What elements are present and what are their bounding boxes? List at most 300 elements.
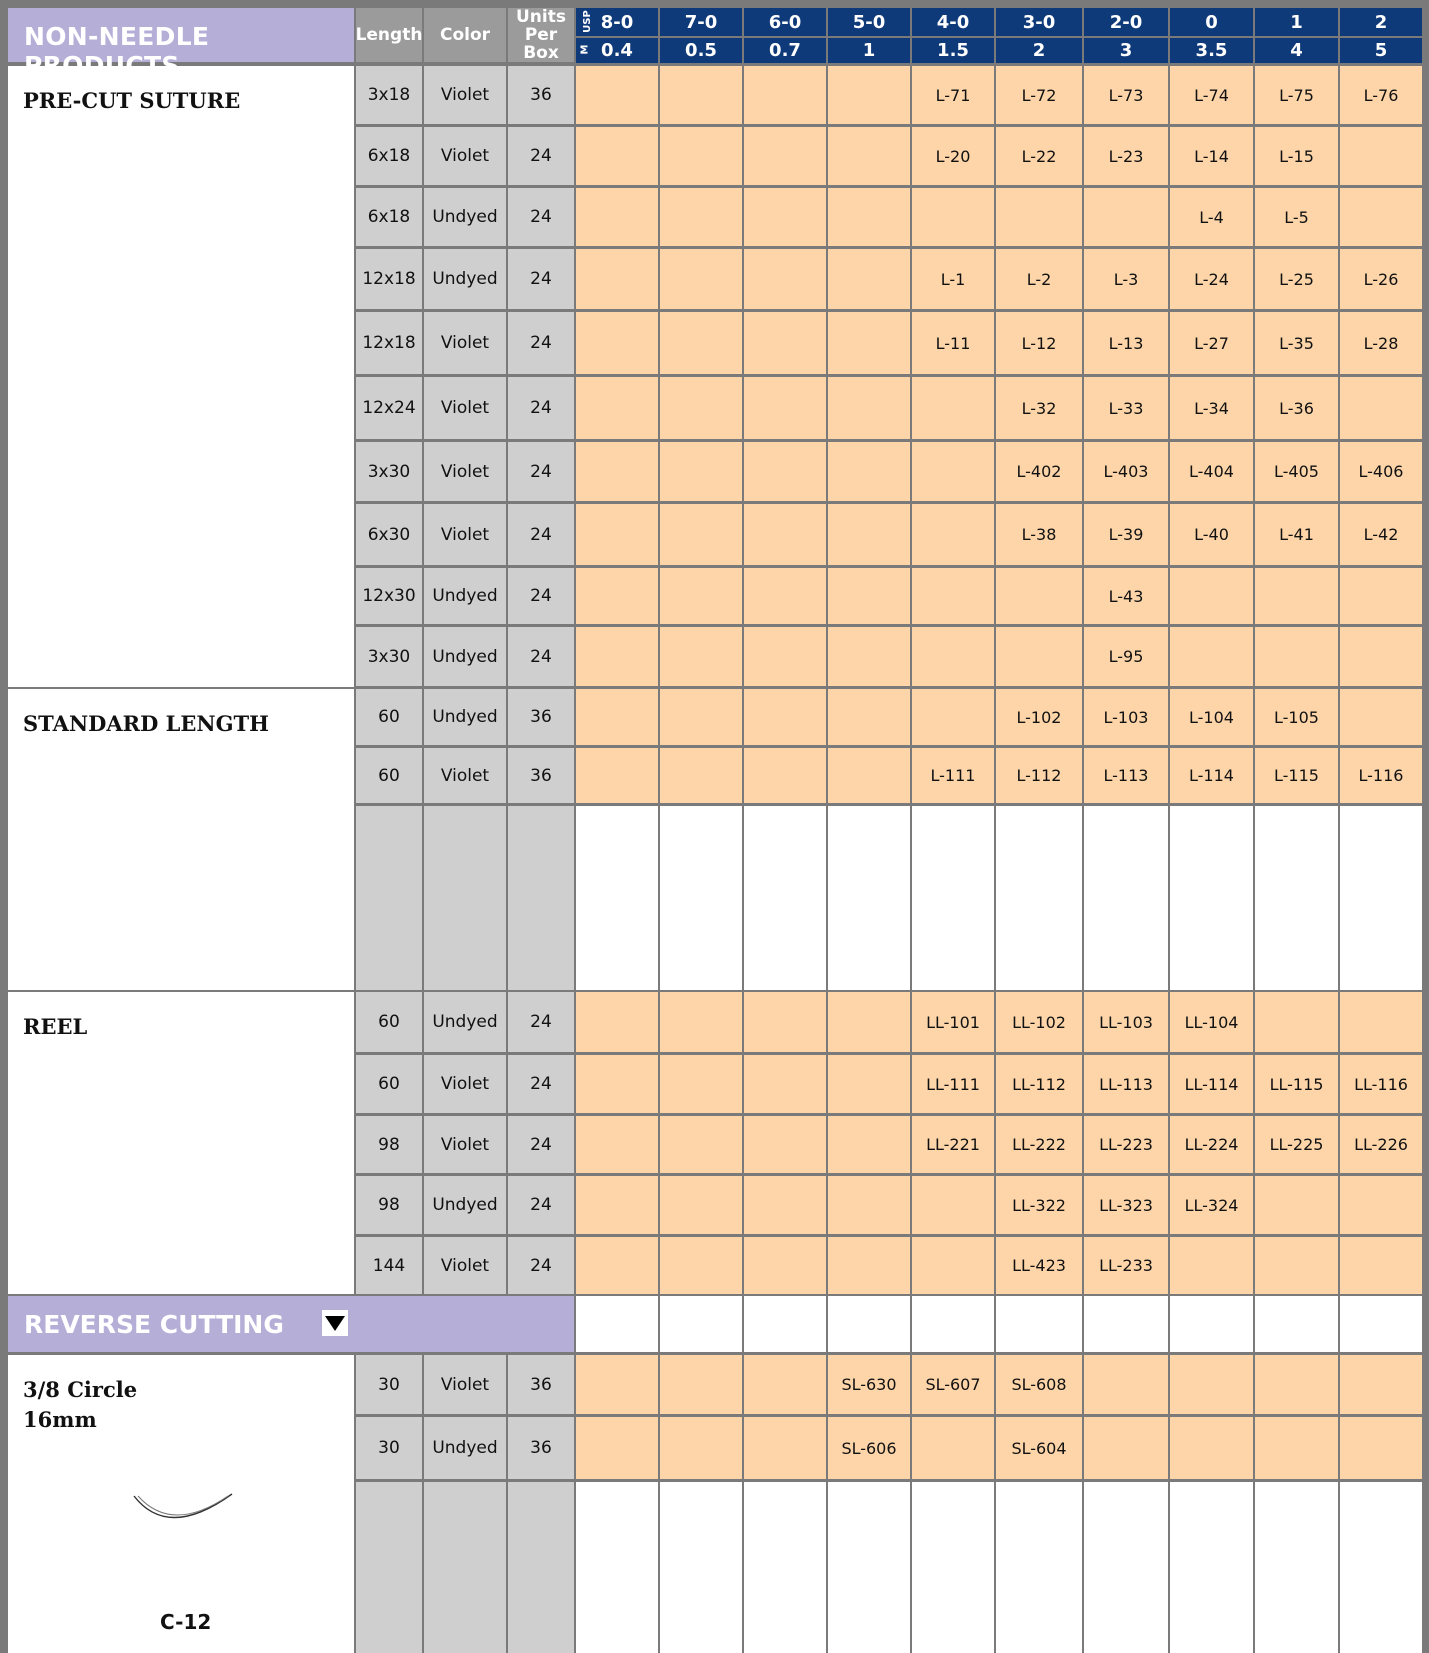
catalog-code-cell [576,992,658,1052]
catalog-code-cell [744,66,826,124]
reverse-cutting-bar [8,1296,574,1352]
catalog-code-cell: LL-222 [996,1116,1082,1173]
catalog-code-cell [828,992,910,1052]
empty-cell [1340,1482,1422,1653]
metric-label: M [579,44,591,55]
catalog-code-cell [744,127,826,185]
catalog-code-cell [576,312,658,374]
catalog-code-cell: SL-608 [996,1355,1082,1414]
catalog-code-cell [828,1176,910,1234]
catalog-code-cell [744,689,826,745]
empty-cell [744,1296,826,1352]
catalog-code-cell [576,66,658,124]
color-cell: Violet [424,66,506,124]
length-cell: 6x30 [356,504,422,565]
catalog-code-cell: L-1 [912,249,994,309]
catalog-code-cell [576,1237,658,1294]
metric-size-header: 1 [828,38,910,63]
metric-size-header: 2 [996,38,1082,63]
empty-cell [996,1482,1082,1653]
catalog-code-cell [828,504,910,565]
catalog-code-cell: LL-324 [1170,1176,1253,1234]
length-cell: 60 [356,1055,422,1113]
catalog-code-cell [828,442,910,501]
length-cell: 12x30 [356,568,422,624]
empty-cell [828,806,910,990]
table-title: NON-NEEDLE [24,22,210,51]
needle-group-title: 3/8 Circle 16mm [23,1377,138,1432]
catalog-code-cell: LL-111 [912,1055,994,1113]
column-header-units: Units Per Box [508,8,574,62]
metric-size-header: 0.4 [576,38,658,63]
catalog-code-cell: SL-604 [996,1417,1082,1479]
catalog-code-cell: LL-226 [1340,1116,1422,1173]
catalog-code-cell [744,442,826,501]
metric-size-header: 4 [1255,38,1338,63]
color-cell: Violet [424,748,506,803]
catalog-code-cell [828,627,910,686]
catalog-code-cell: L-115 [1255,748,1338,803]
color-cell: Violet [424,312,506,374]
catalog-code-cell: L-403 [1084,442,1168,501]
catalog-code-cell: L-32 [996,377,1082,439]
color-cell: Undyed [424,1176,506,1234]
catalog-code-cell [660,442,742,501]
length-cell: 30 [356,1355,422,1414]
length-cell: 98 [356,1176,422,1234]
color-cell: Violet [424,1055,506,1113]
catalog-code-cell [576,1176,658,1234]
catalog-code-cell [828,568,910,624]
catalog-code-cell: LL-114 [1170,1055,1253,1113]
empty-cell [828,1296,910,1352]
length-cell: 12x18 [356,249,422,309]
needle-code: C-12 [160,1610,212,1634]
units-cell: 24 [508,1055,574,1113]
units-cell: 24 [508,1237,574,1294]
catalog-code-cell [828,748,910,803]
length-cell: 12x24 [356,377,422,439]
catalog-code-cell: L-36 [1255,377,1338,439]
catalog-code-cell [660,504,742,565]
empty-cell [660,806,742,990]
empty-cell [912,1482,994,1653]
table-title-bar [8,8,354,62]
catalog-code-cell [1340,992,1422,1052]
catalog-code-cell [744,568,826,624]
empty-cell [744,1482,826,1653]
units-cell: 36 [508,748,574,803]
catalog-code-cell [1255,1176,1338,1234]
catalog-code-cell [828,1055,910,1113]
catalog-code-cell [1255,1417,1338,1479]
catalog-code-cell: LL-221 [912,1116,994,1173]
units-cell: 24 [508,377,574,439]
catalog-code-cell: L-26 [1340,249,1422,309]
empty-cell [1340,1296,1422,1352]
length-cell: 3x30 [356,627,422,686]
catalog-code-cell: SL-606 [828,1417,910,1479]
color-cell: Violet [424,504,506,565]
catalog-code-cell [660,627,742,686]
catalog-code-cell [828,1237,910,1294]
units-cell: 24 [508,188,574,246]
units-cell: 36 [508,66,574,124]
catalog-code-cell: L-116 [1340,748,1422,803]
catalog-code-cell [744,1116,826,1173]
usp-size-header: 6-0 [744,8,826,36]
catalog-code-cell [576,249,658,309]
catalog-code-cell: L-102 [996,689,1082,745]
catalog-code-cell: L-3 [1084,249,1168,309]
catalog-code-cell [1340,1355,1422,1414]
color-cell: Undyed [424,249,506,309]
catalog-code-cell: L-72 [996,66,1082,124]
length-cell: 60 [356,689,422,745]
usp-size-header: 3-0 [996,8,1082,36]
catalog-code-cell [996,627,1082,686]
catalog-code-cell: L-11 [912,312,994,374]
catalog-code-cell: LL-423 [996,1237,1082,1294]
length-cell: 12x18 [356,312,422,374]
catalog-code-cell [576,504,658,565]
catalog-code-cell: L-27 [1170,312,1253,374]
catalog-code-cell [828,1116,910,1173]
catalog-code-cell [576,442,658,501]
catalog-code-cell [996,568,1082,624]
catalog-code-cell: L-38 [996,504,1082,565]
catalog-code-cell [660,1055,742,1113]
section-1 [8,689,354,990]
catalog-code-cell: L-42 [1340,504,1422,565]
usp-size-header: 5-0 [828,8,910,36]
empty-cell [1084,806,1168,990]
catalog-code-cell [660,748,742,803]
units-cell [508,1482,574,1653]
catalog-code-cell [744,1417,826,1479]
catalog-code-cell [1340,127,1422,185]
color-cell: Undyed [424,568,506,624]
color-cell: Violet [424,127,506,185]
catalog-code-cell [1340,1417,1422,1479]
catalog-code-cell: L-112 [996,748,1082,803]
empty-cell [912,806,994,990]
empty-cell [744,806,826,990]
catalog-code-cell: LL-223 [1084,1116,1168,1173]
color-cell: Violet [424,377,506,439]
empty-cell [1084,1296,1168,1352]
catalog-code-cell [576,377,658,439]
column-header-length: Length [356,8,422,62]
catalog-code-cell: L-12 [996,312,1082,374]
catalog-code-cell [828,377,910,439]
metric-size-header: 3.5 [1170,38,1253,63]
catalog-code-cell [828,689,910,745]
catalog-code-cell [1340,568,1422,624]
catalog-code-cell: L-13 [1084,312,1168,374]
units-cell: 24 [508,442,574,501]
catalog-code-cell [1340,1176,1422,1234]
catalog-code-cell [744,1055,826,1113]
catalog-code-cell [1255,568,1338,624]
catalog-code-cell: LL-323 [1084,1176,1168,1234]
empty-cell [1170,1296,1253,1352]
catalog-code-cell: L-24 [1170,249,1253,309]
empty-cell [1255,806,1338,990]
catalog-code-cell: LL-225 [1255,1116,1338,1173]
units-cell: 24 [508,627,574,686]
units-cell: 36 [508,689,574,745]
section-2 [8,992,354,1294]
units-cell [508,806,574,990]
metric-size-header: 0.5 [660,38,742,63]
catalog-code-cell [576,188,658,246]
catalog-code-cell [744,627,826,686]
color-cell: Undyed [424,188,506,246]
empty-cell [1084,1482,1168,1653]
catalog-code-cell: L-111 [912,748,994,803]
catalog-code-cell [912,627,994,686]
catalog-code-cell [1170,568,1253,624]
catalog-code-cell [576,568,658,624]
catalog-code-cell [744,992,826,1052]
empty-cell [576,1482,658,1653]
catalog-code-cell: L-75 [1255,66,1338,124]
catalog-code-cell [828,249,910,309]
catalog-code-cell [576,1055,658,1113]
catalog-code-cell: L-105 [1255,689,1338,745]
catalog-code-cell: LL-113 [1084,1055,1168,1113]
length-cell: 30 [356,1417,422,1479]
color-cell: Undyed [424,689,506,745]
catalog-code-cell: LL-102 [996,992,1082,1052]
catalog-code-cell [1170,1417,1253,1479]
catalog-code-cell [1255,1355,1338,1414]
catalog-code-cell: L-41 [1255,504,1338,565]
catalog-code-cell [660,249,742,309]
catalog-code-cell: L-15 [1255,127,1338,185]
catalog-code-cell [828,66,910,124]
usp-label: USP [581,10,593,33]
empty-cell [576,1296,658,1352]
usp-size-header: 7-0 [660,8,742,36]
section-0 [8,66,354,687]
units-cell: 24 [508,1116,574,1173]
units-cell: 24 [508,249,574,309]
catalog-code-cell [912,1417,994,1479]
usp-size-header: 0 [1170,8,1253,36]
length-cell: 6x18 [356,127,422,185]
catalog-code-cell [576,689,658,745]
catalog-code-cell: L-2 [996,249,1082,309]
catalog-code-cell: LL-103 [1084,992,1168,1052]
catalog-code-cell [912,1237,994,1294]
catalog-code-cell [660,568,742,624]
length-cell [356,1482,422,1653]
catalog-code-cell [828,312,910,374]
units-cell: 24 [508,992,574,1052]
catalog-code-cell [660,127,742,185]
catalog-code-cell: LL-104 [1170,992,1253,1052]
catalog-code-cell: L-73 [1084,66,1168,124]
catalog-code-cell [576,1417,658,1479]
catalog-code-cell: L-43 [1084,568,1168,624]
empty-cell [1255,1482,1338,1653]
catalog-code-cell [744,377,826,439]
catalog-code-cell [576,127,658,185]
color-cell: Undyed [424,627,506,686]
catalog-code-cell [576,627,658,686]
usp-size-header: 8-0 [576,8,658,36]
catalog-code-cell: L-33 [1084,377,1168,439]
usp-size-header: 1 [1255,8,1338,36]
catalog-code-cell [576,1116,658,1173]
color-cell [424,1482,506,1653]
empty-cell [996,1296,1082,1352]
catalog-code-cell [660,1237,742,1294]
catalog-code-cell [660,188,742,246]
catalog-code-cell: L-22 [996,127,1082,185]
catalog-code-cell: L-14 [1170,127,1253,185]
curved-needle-icon [128,1488,238,1538]
catalog-code-cell: L-114 [1170,748,1253,803]
color-cell: Violet [424,442,506,501]
catalog-code-cell [576,748,658,803]
catalog-code-cell [996,188,1082,246]
catalog-code-cell [660,312,742,374]
catalog-code-cell [1170,627,1253,686]
length-cell: 60 [356,748,422,803]
catalog-code-cell: LL-116 [1340,1055,1422,1113]
catalog-code-cell: L-74 [1170,66,1253,124]
catalog-code-cell [744,1237,826,1294]
length-cell: 144 [356,1237,422,1294]
catalog-code-cell [660,1355,742,1414]
catalog-code-cell [912,1176,994,1234]
catalog-code-cell: L-20 [912,127,994,185]
catalog-code-cell [912,377,994,439]
catalog-code-cell [912,568,994,624]
units-cell: 24 [508,312,574,374]
catalog-code-cell: L-103 [1084,689,1168,745]
catalog-code-cell [1170,1355,1253,1414]
catalog-code-cell [660,992,742,1052]
catalog-code-cell: L-25 [1255,249,1338,309]
color-cell: Undyed [424,992,506,1052]
section-title: STANDARD LENGTH [23,711,269,736]
catalog-code-cell: SL-630 [828,1355,910,1414]
catalog-code-cell [828,127,910,185]
metric-size-header: 1.5 [912,38,994,63]
catalog-code-cell [744,748,826,803]
empty-cell [576,806,658,990]
length-cell: 60 [356,992,422,1052]
catalog-code-cell: SL-607 [912,1355,994,1414]
catalog-code-cell: LL-101 [912,992,994,1052]
catalog-code-cell [1340,377,1422,439]
catalog-code-cell [1255,1237,1338,1294]
metric-size-header: 5 [1340,38,1422,63]
catalog-code-cell [1084,1355,1168,1414]
catalog-code-cell [660,1116,742,1173]
empty-cell [996,806,1082,990]
color-cell: Violet [424,1116,506,1173]
length-cell: 3x18 [356,66,422,124]
empty-cell [1340,806,1422,990]
catalog-code-cell: L-35 [1255,312,1338,374]
catalog-code-cell [744,504,826,565]
units-cell: 24 [508,1176,574,1234]
catalog-code-cell [660,1417,742,1479]
catalog-code-cell: L-406 [1340,442,1422,501]
usp-size-header: 2-0 [1084,8,1168,36]
triangle-down-icon [322,1310,348,1336]
empty-cell [828,1482,910,1653]
catalog-code-cell [660,689,742,745]
units-cell: 24 [508,127,574,185]
catalog-code-cell: L-95 [1084,627,1168,686]
catalog-code-cell: L-405 [1255,442,1338,501]
catalog-code-cell [912,188,994,246]
catalog-code-cell [1170,1237,1253,1294]
length-cell: 6x18 [356,188,422,246]
empty-cell [1255,1296,1338,1352]
catalog-code-cell [912,442,994,501]
color-cell: Undyed [424,1417,506,1479]
empty-cell [660,1296,742,1352]
catalog-code-cell: LL-322 [996,1176,1082,1234]
catalog-code-cell [744,188,826,246]
catalog-code-cell [1084,188,1168,246]
catalog-code-cell: L-402 [996,442,1082,501]
catalog-code-cell [912,689,994,745]
units-cell: 24 [508,568,574,624]
catalog-code-cell [912,504,994,565]
catalog-code-cell: L-404 [1170,442,1253,501]
catalog-code-cell [660,377,742,439]
catalog-code-cell: L-39 [1084,504,1168,565]
units-cell: 36 [508,1417,574,1479]
catalog-code-cell [1255,992,1338,1052]
catalog-code-cell [576,1355,658,1414]
length-cell [356,806,422,990]
color-cell: Violet [424,1237,506,1294]
units-cell: 24 [508,504,574,565]
column-header-color: Color [424,8,506,62]
length-cell: 98 [356,1116,422,1173]
catalog-code-cell [1255,627,1338,686]
catalog-code-cell: L-23 [1084,127,1168,185]
catalog-code-cell: L-28 [1340,312,1422,374]
metric-size-header: 3 [1084,38,1168,63]
catalog-code-cell [1340,689,1422,745]
catalog-code-cell: LL-224 [1170,1116,1253,1173]
length-cell: 3x30 [356,442,422,501]
empty-cell [660,1482,742,1653]
catalog-code-cell: L-40 [1170,504,1253,565]
catalog-code-cell: L-104 [1170,689,1253,745]
catalog-code-cell [744,249,826,309]
catalog-code-cell [660,1176,742,1234]
color-cell [424,806,506,990]
catalog-code-cell: L-76 [1340,66,1422,124]
metric-size-header: 0.7 [744,38,826,63]
units-cell: 36 [508,1355,574,1414]
reverse-cutting-title: REVERSE CUTTING [24,1310,284,1339]
catalog-code-cell [1340,1237,1422,1294]
catalog-code-cell [744,1176,826,1234]
empty-cell [1170,806,1253,990]
